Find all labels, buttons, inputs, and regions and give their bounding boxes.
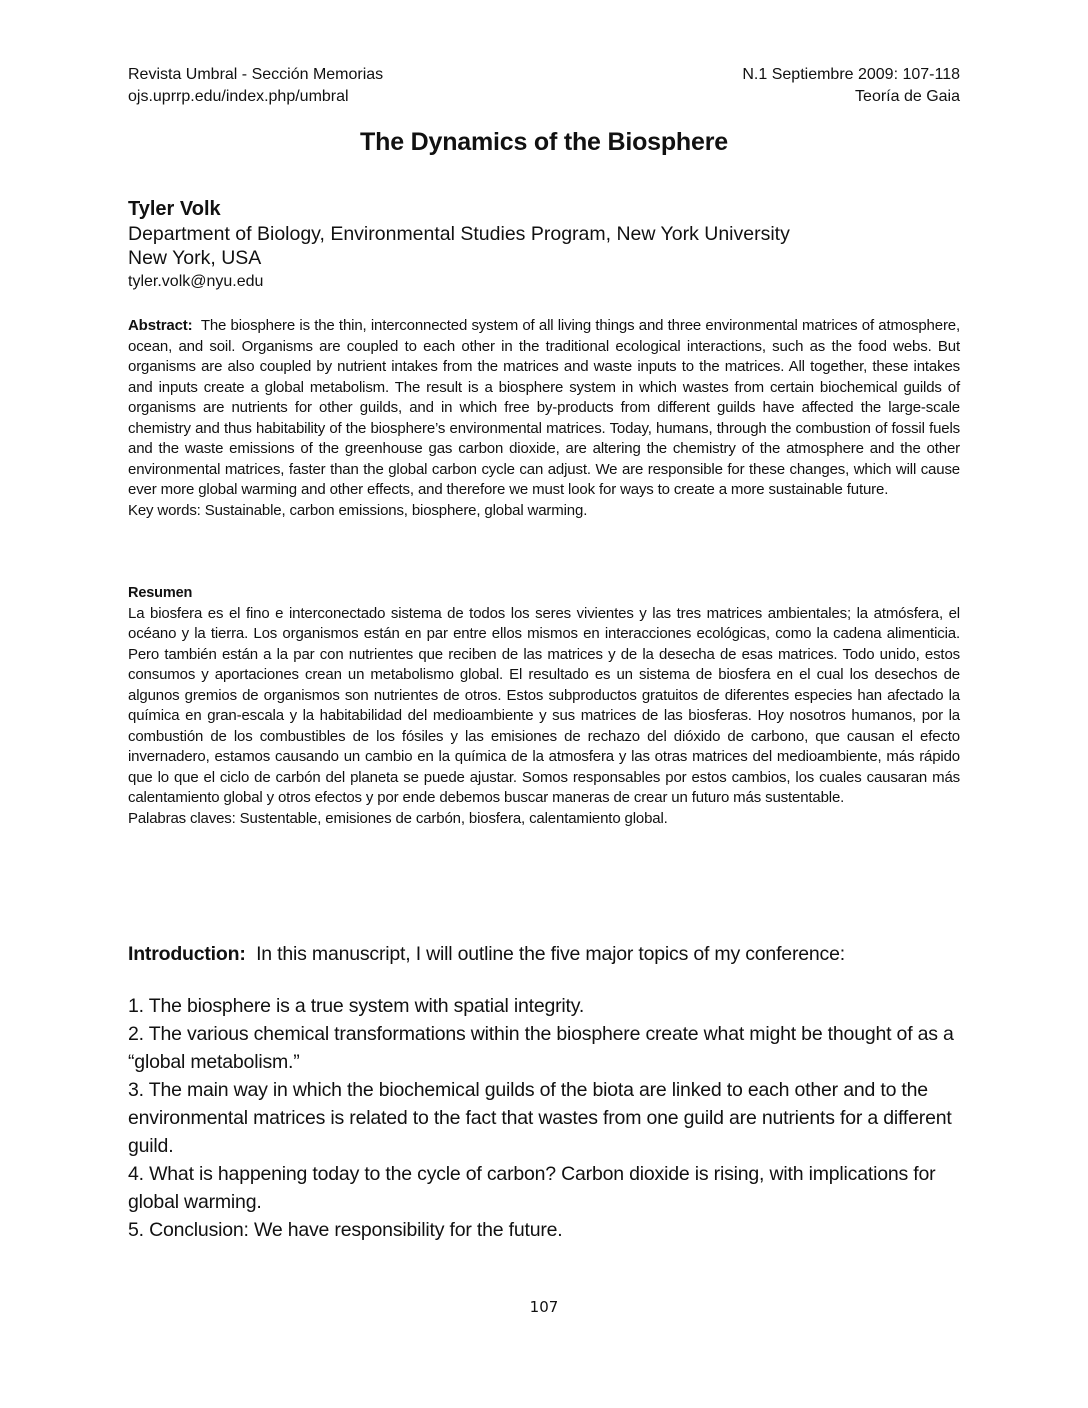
page-number: 107 [529, 1298, 559, 1316]
abstract-section [128, 316, 960, 521]
abstract-keywords: Key words: Sustainable, carbon emissions, biosphere, global warming. [128, 501, 588, 519]
introduction-lead-text: In this manuscript, I will outline the five major topics of my conference: [256, 943, 845, 965]
resumen-keywords: Palabras claves: Sustentable, emisiones de carbón, biosfera, calentamiento global. [128, 809, 668, 827]
paper-title: The Dynamics of the Biosphere [360, 128, 728, 156]
journal-url: ojs.uprrp.edu/index.php/umbral [128, 88, 349, 105]
abstract-paragraph [128, 316, 960, 501]
topic-item: 3. The main way in which the biochemical guilds of the biota are linked to each other and to the environmental matrices is related to the fact that wastes from one guild are nutrients for a different guild. [128, 1079, 952, 1157]
author-location: New York, USA [128, 247, 262, 269]
abstract-label: Abstract: [128, 317, 193, 334]
author-block [128, 196, 790, 294]
abstract-text: The biosphere is the thin, interconnected system of all living things and three environmental matrices of atmosphere, ocean, and soil. Organisms are coupled to each other in the traditional ecological interactions, such as the food webs. But organisms are also coupled by nutrient intakes from the matrices and waste inputs to the matrices. All together, these intakes and inputs create a global metabolism. The result is a biosphere system in which wastes from certain biochemical guilds of organisms are nutrients for other guilds, and in which free by-products from different guilds have affected the large-scale chemistry and thus habitability of the biosphere’s environmental matrices. Today, humans, through the combustion of fossil fuels and the waste emissions of the greenhouse gas carbon dioxide, are altering the chemistry of the atmosphere and the other environmental matrices, faster than the global carbon cycle can adjust. We are responsible for these changes, which will cause ever more global warming and other effects, and therefore we must look for ways to create a more sustainable future. [128, 317, 960, 498]
journal-header-left [128, 64, 383, 108]
topics-list [128, 992, 960, 1244]
author-affiliation: Department of Biology, Environmental Studies Program, New York University [128, 223, 790, 245]
introduction-lead [128, 940, 960, 968]
author-email: tyler.volk@nyu.edu [128, 273, 264, 290]
introduction-label: Introduction: [128, 943, 246, 965]
resumen-section [128, 583, 960, 829]
topic-item: 1. The biosphere is a true system with spatial integrity. [128, 995, 585, 1017]
resumen-text: La biosfera es el fino e interconectado sistema de todos los seres vivientes y las tres matrices ambientales; la atmósfera, el océano y la tierra. Los organismos están en par entre ellos mismos en interacciones ecológicas, como la cadena alimenticia. Pero también están a la par con nutrientes que reciben de las matrices y de la desecha de esas matrices. Todo unido, estos consumos y aportaciones crean un metabolismo global. El resultado es un sistema de biosfera en el cual los desechos de algunos gremios de organismos son nutrientes de otros. Estos subproductos gratuitos de diferentes especies han afectado la química en gran-escala y la habitabilidad del medioambiente y sus matrices de las biosferas. Hoy nosotros humanos, por la combustión de los combustibles de los fósiles y las emisiones de rechazo del dióxido de carbono, que causan el efecto invernadero, estamos causando un cambio en la química de la atmosfera y las otras matrices del medioambiente, más rápido que lo que el ciclo de carbón del planeta se puede ajustar. Somos responsables por estos cambios, los cuales causaran más calentamiento global y otros efectos y por ende debemos buscar maneras de crear un futuro más sustentable. [128, 604, 960, 806]
section-name: Teoría de Gaia [855, 88, 960, 105]
issue-info: N.1 Septiembre 2009: 107-118 [742, 66, 960, 83]
journal-name: Revista Umbral - Sección Memorias [128, 66, 384, 83]
topic-item: 5. Conclusion: We have responsibility for the future. [128, 1219, 563, 1241]
topic-item: 2. The various chemical transformations within the biosphere create what might be thought of as a “global metabolism.” [128, 1023, 954, 1073]
resumen-label: Resumen [128, 585, 193, 601]
journal-header-right [742, 64, 960, 108]
author-name: Tyler Volk [128, 198, 221, 220]
introduction-section [128, 940, 960, 1244]
topic-item: 4. What is happening today to the cycle of carbon? Carbon dioxide is rising, with implications for global warming. [128, 1163, 936, 1213]
